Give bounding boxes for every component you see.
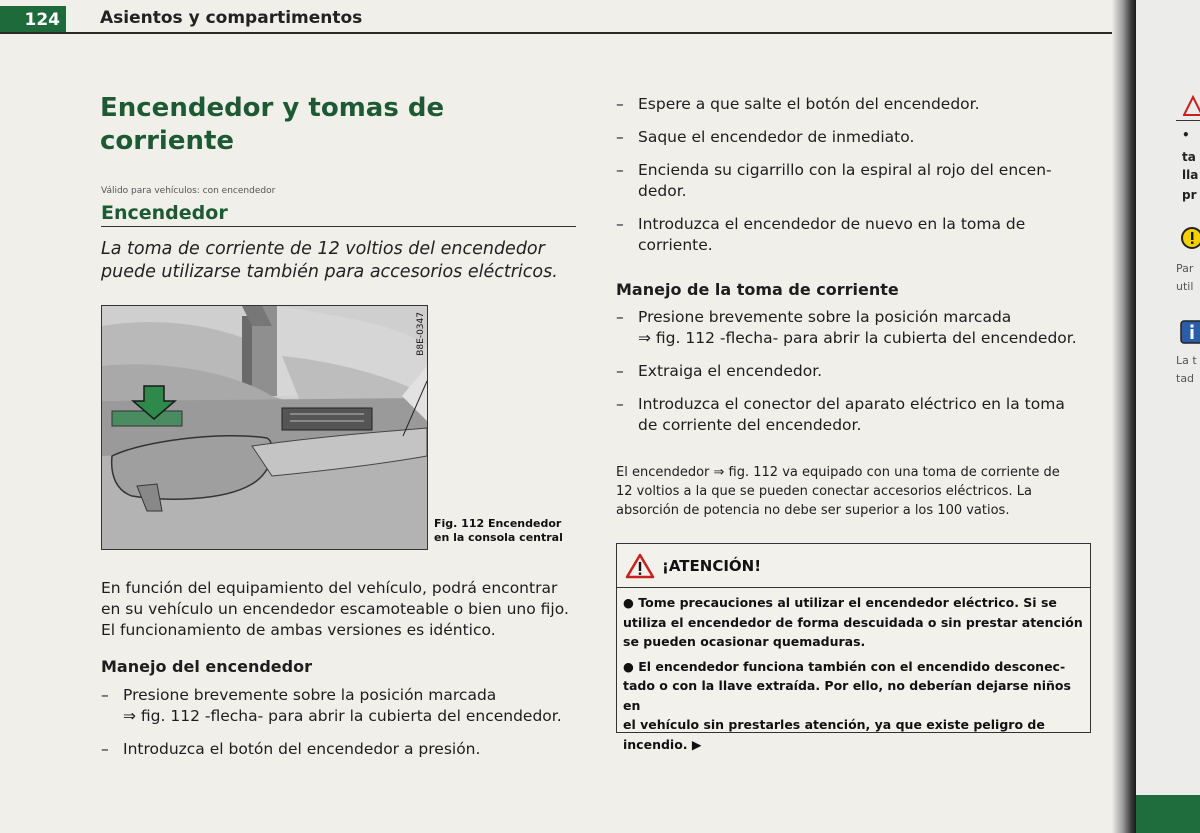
figure-caption xyxy=(434,517,584,545)
edge-text: ta xyxy=(1182,150,1196,164)
main-title-line1: Encendedor y tomas de xyxy=(100,93,445,123)
step-item: – Espere a que salte el botón del encendedor. xyxy=(616,94,1106,115)
console-illustration xyxy=(102,306,427,549)
manejo-encendedor-heading: Manejo del encendedor xyxy=(101,657,312,676)
next-page-edge xyxy=(1136,0,1200,833)
page-binding xyxy=(1112,0,1136,833)
right-steps-a xyxy=(616,94,1106,268)
warning-title: ¡ATENCIÓN! xyxy=(662,557,762,575)
step-item: – Introduzca el encendedor de nuevo en la toma de corriente. xyxy=(616,214,1106,256)
edge-text: • xyxy=(1182,128,1190,142)
page-number: 124 xyxy=(0,6,66,34)
warning-triangle-icon xyxy=(1183,95,1200,117)
step-item: – Saque el encendedor de inmediato. xyxy=(616,127,1106,148)
warning-triangle-icon xyxy=(625,553,655,579)
manejo-toma-heading: Manejo de la toma de corriente xyxy=(616,280,899,299)
main-title xyxy=(100,92,540,158)
left-steps xyxy=(101,685,591,772)
section-title: Asientos y compartimentos xyxy=(100,8,363,28)
edge-text: lla xyxy=(1182,168,1199,182)
sub-heading-encendedor: Encendedor xyxy=(101,202,576,227)
figure-112 xyxy=(101,305,428,550)
note-line: El encendedor ⇒ fig. 112 va equipado con una toma de corriente de xyxy=(616,465,1060,480)
info-icon xyxy=(1180,320,1200,344)
header-rule xyxy=(0,32,1130,34)
paragraph-line: en su vehículo un encendedor escamoteable o bien uno fijo. xyxy=(101,600,569,618)
right-steps-b xyxy=(616,307,1106,448)
step-item: – Introduzca el botón del encendedor a presión. xyxy=(101,739,591,760)
figure-code: B8E-0347 xyxy=(416,312,426,356)
figure-caption-line1: Fig. 112 Encendedor xyxy=(434,517,562,530)
edge-text: util xyxy=(1176,280,1194,293)
edge-rule xyxy=(1176,120,1200,121)
paragraph-line: El funcionamiento de ambas versiones es idéntico. xyxy=(101,621,496,639)
step-item: – Encienda su cigarrillo con la espiral al rojo del encen- dedor. xyxy=(616,160,1106,202)
edge-text: pr xyxy=(1182,188,1197,202)
warning-body xyxy=(623,593,1085,759)
edge-text: La t xyxy=(1176,354,1197,367)
power-note xyxy=(616,463,1096,520)
warning-paragraph: ● El encendedor funciona también con el encendido desconec- tado o con la llave extraída. Por ello, no deberían dejarse niños en el vehículo sin prestarles atención, ya que existe peligro de incendio. ▶ xyxy=(623,658,1071,752)
intro-text: La toma de corriente de 12 voltios del encendedor puede utilizarse también para accesorios eléctricos. xyxy=(101,239,558,282)
figure-caption-line2: en la consola central xyxy=(434,531,563,544)
validity-note: Válido para vehículos: con encendedor xyxy=(101,186,276,196)
caution-circle-icon xyxy=(1180,226,1200,250)
note-line: absorción de potencia no debe ser superior a los 100 vatios. xyxy=(616,503,1010,518)
paragraph-line: En función del equipamiento del vehículo, podrá encontrar xyxy=(101,579,558,597)
next-page-tab xyxy=(1136,795,1200,833)
step-item: – Presione brevemente sobre la posición marcada ⇒ fig. 112 -flecha- para abrir la cubierta del encendedor. xyxy=(101,685,591,727)
edge-text: Par xyxy=(1176,262,1194,275)
main-title-line2: corriente xyxy=(100,126,235,156)
warning-header xyxy=(617,544,1090,588)
step-item: – Extraiga el encendedor. xyxy=(616,361,1106,382)
equipment-paragraph xyxy=(101,578,586,641)
warning-box xyxy=(616,543,1091,752)
step-item: – Presione brevemente sobre la posición marcada ⇒ fig. 112 -flecha- para abrir la cubierta del encendedor. xyxy=(616,307,1106,349)
step-item: – Introduzca el conector del aparato eléctrico en la toma de corriente del encendedor. xyxy=(616,394,1106,436)
edge-text: tad xyxy=(1176,372,1195,385)
note-line: 12 voltios a la que se pueden conectar accesorios eléctricos. La xyxy=(616,484,1032,499)
warning-paragraph: ● Tome precauciones al utilizar el encendedor eléctrico. Si se utiliza el encendedor de forma descuidada o sin prestar atención se pueden ocasionar quemaduras. xyxy=(623,595,1083,649)
